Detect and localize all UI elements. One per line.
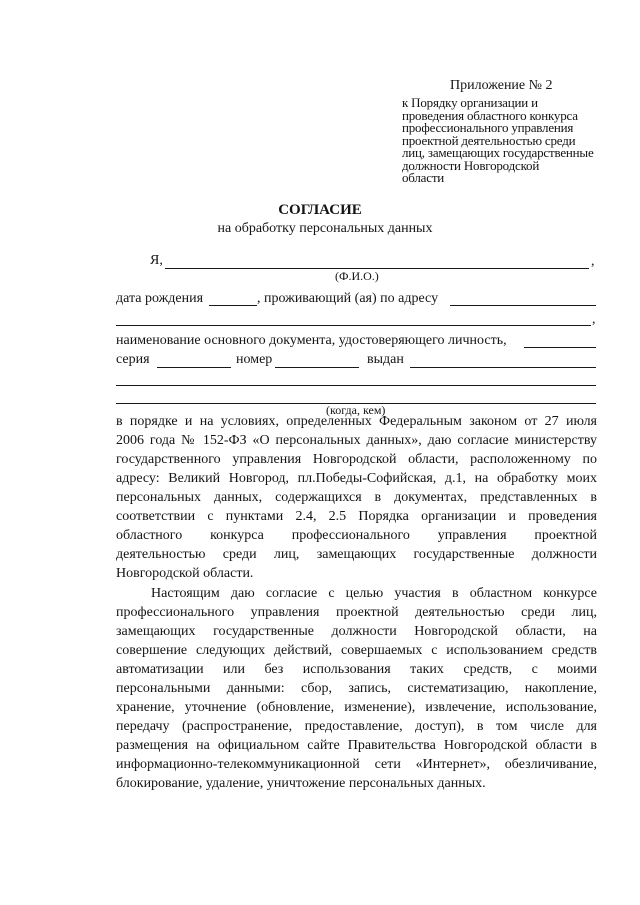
paragraph-line: соответствии с пунктами 2.4, 2.5 Порядка организации и проведения [116, 509, 597, 524]
document-subtitle: на обработку персональных данных [217, 221, 433, 236]
i-label: Я, [150, 253, 163, 268]
comma: , [591, 254, 595, 269]
consent-paragraph-2 [116, 584, 597, 793]
document-title: СОГЛАСИЕ [278, 202, 362, 218]
paragraph-line: хранение, уточнение (обновление, изменение), извлечение, использование, [116, 700, 597, 715]
paragraph-line: в порядке и на условиях, определенных Федеральным законом от 27 июля [116, 414, 597, 429]
address-field-continued[interactable] [116, 325, 591, 326]
birth-date-field[interactable] [209, 305, 257, 306]
paragraph-line: персональными данными: сбор, запись, систематизацию, накопление, [116, 681, 597, 696]
paragraph-line: автоматизации или без использования таких средств, с моими [116, 662, 597, 677]
series-field[interactable] [157, 367, 231, 368]
number-label: номер [236, 352, 273, 367]
appendix-line: области [402, 170, 445, 185]
appendix-line: к Порядку организации и [402, 95, 538, 110]
issued-field-continued[interactable] [116, 385, 596, 386]
paragraph-line: деятельностью среди лиц, замещающих государственные должности [116, 547, 597, 562]
paragraph-line: Новгородской области. [116, 566, 254, 581]
appendix-reference [402, 97, 607, 185]
issued-caption: (когда, кем) [326, 403, 386, 417]
address-label: , проживающий (ая) по адресу [257, 291, 439, 306]
paragraph-line: информационно-телекоммуникационной сети «Интернет», обезличивание, [116, 757, 597, 772]
issued-field[interactable] [410, 367, 596, 368]
series-label: серия [116, 352, 150, 367]
id-document-label: наименование основного документа, удостоверяющего личность, [116, 333, 507, 348]
paragraph-line: адресу: Великий Новгород, пл.Победы-Софийская, д.1, на обработку моих [116, 471, 597, 486]
paragraph-line: передачу (распространение, предоставление, доступ), в том числе для [116, 719, 597, 734]
issued-label: выдан [367, 352, 404, 367]
paragraph-line: блокирование, удаление, уничтожение персональных данных. [116, 776, 486, 791]
consent-paragraph-1 [116, 412, 597, 583]
appendix-line: проведения областного конкурса [402, 107, 578, 123]
appendix-line: проектной деятельностью среди [402, 132, 576, 148]
paragraph-line: Настоящим даю согласие с целью участия в областном конкурсе [151, 586, 597, 601]
appendix-line: профессионального управления [402, 120, 574, 135]
paragraph-line: замещающих государственные должности Новгородской области, на [116, 624, 597, 639]
paragraph-line: персональных данных, содержащихся в документах, представленных в [116, 490, 597, 505]
paragraph-line: совершение следующих действий, совершаемых с использованием средств [116, 643, 597, 658]
appendix-number: Приложение № 2 [450, 78, 553, 93]
paragraph-line: областного конкурса профессионального управления проектной [116, 528, 597, 543]
id-document-field[interactable] [524, 347, 596, 348]
paragraph-line: государственного управления Новгородской области, расположенному по [116, 452, 597, 467]
address-field[interactable] [450, 305, 596, 306]
comma: , [592, 312, 596, 327]
number-field[interactable] [275, 367, 359, 368]
paragraph-line: профессионального управления проектной деятельностью среди лиц, [116, 605, 597, 620]
appendix-line: должности Новгородской [402, 157, 540, 173]
appendix-line: лиц, замещающих государственные [402, 145, 594, 160]
paragraph-line: 2006 года № 152-ФЗ «О персональных данных», даю согласие министерству [116, 433, 597, 448]
birth-date-label: дата рождения [116, 291, 204, 306]
paragraph-line: размещения на официальном сайте Правительства Новгородской области в [116, 738, 597, 753]
fio-caption: (Ф.И.О.) [335, 269, 379, 283]
